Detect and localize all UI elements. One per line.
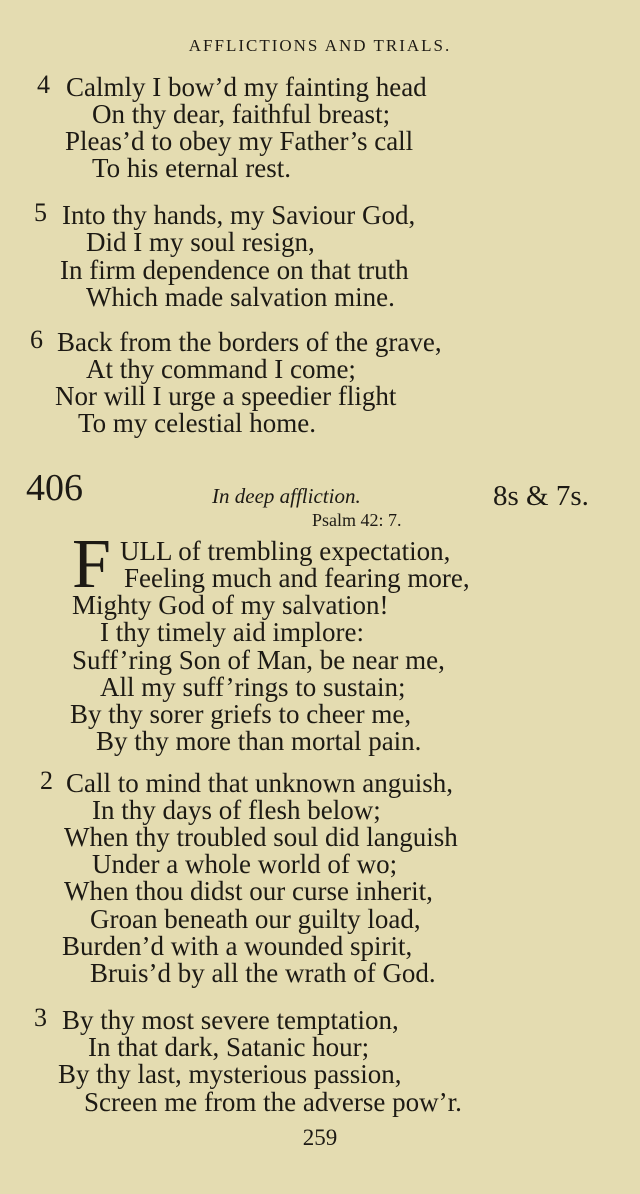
stanza-number: 4 (37, 70, 50, 99)
stanza-line: When thy troubled soul did languish (64, 822, 458, 852)
stanza-line: Into thy hands, my Saviour God, (62, 200, 416, 230)
stanza-line: In firm dependence on that truth (60, 255, 409, 285)
stanza-line: Did I my soul resign, (86, 227, 315, 257)
stanza-line: By thy most severe temptation, (62, 1005, 399, 1035)
stanza-number: 3 (34, 1003, 47, 1032)
stanza-line: At thy command I come; (86, 354, 356, 384)
stanza-line: Suff’ring Son of Man, be near me, (72, 645, 445, 675)
stanza-line: I thy timely aid implore: (100, 617, 364, 647)
running-head: AFFLICTIONS AND TRIALS. (188, 36, 452, 55)
stanza-line: To his eternal rest. (92, 153, 292, 183)
stanza-line: When thou didst our curse inherit, (64, 876, 433, 906)
stanza-line: Screen me from the adverse pow’r. (84, 1087, 462, 1117)
stanza-line: Under a whole world of wo; (92, 849, 398, 879)
stanza-line: Which made salvation mine. (86, 282, 395, 312)
stanza-line: To my celestial home. (78, 408, 317, 438)
page-number: 259 (302, 1125, 338, 1150)
hymn-meter: 8s & 7s. (493, 480, 589, 512)
stanza-line: By thy last, mysterious passion, (58, 1059, 402, 1089)
stanza-number: 6 (30, 325, 43, 354)
stanza-line: Mighty God of my salvation! (72, 590, 389, 620)
stanza-line: By thy more than mortal pain. (96, 726, 422, 756)
hymn-title: In deep affliction. (212, 484, 361, 508)
stanza-line: Nor will I urge a speedier flight (55, 381, 397, 411)
stanza-line: By thy sorer griefs to cheer me, (70, 699, 412, 729)
hymn-number: 406 (26, 467, 83, 509)
stanza-line: In thy days of flesh below; (92, 795, 381, 825)
stanza-line: Groan beneath our guilty load, (90, 904, 421, 934)
stanza-line: Pleas’d to obey my Father’s call (65, 126, 414, 156)
stanza-line: Burden’d with a wounded spirit, (62, 931, 413, 961)
stanza-line: Feeling much and fearing more, (124, 563, 470, 593)
stanza-line: Call to mind that unknown anguish, (66, 768, 453, 798)
stanza-line: In that dark, Satanic hour; (88, 1032, 370, 1062)
scripture-reference: Psalm 42: 7. (312, 510, 402, 530)
drop-cap: F (72, 526, 111, 603)
stanza-line: All my suff’rings to sustain; (100, 672, 406, 702)
stanza-number: 2 (40, 766, 53, 795)
stanza-line: Back from the borders of the grave, (57, 327, 442, 357)
stanza-line: On thy dear, faithful breast; (92, 99, 391, 129)
stanza-line: Calmly I bow’d my fainting head (66, 72, 427, 102)
stanza-number: 5 (34, 198, 47, 227)
stanza-line: Bruis’d by all the wrath of God. (90, 958, 436, 988)
stanza-line: ULL of trembling expectation, (120, 536, 451, 566)
